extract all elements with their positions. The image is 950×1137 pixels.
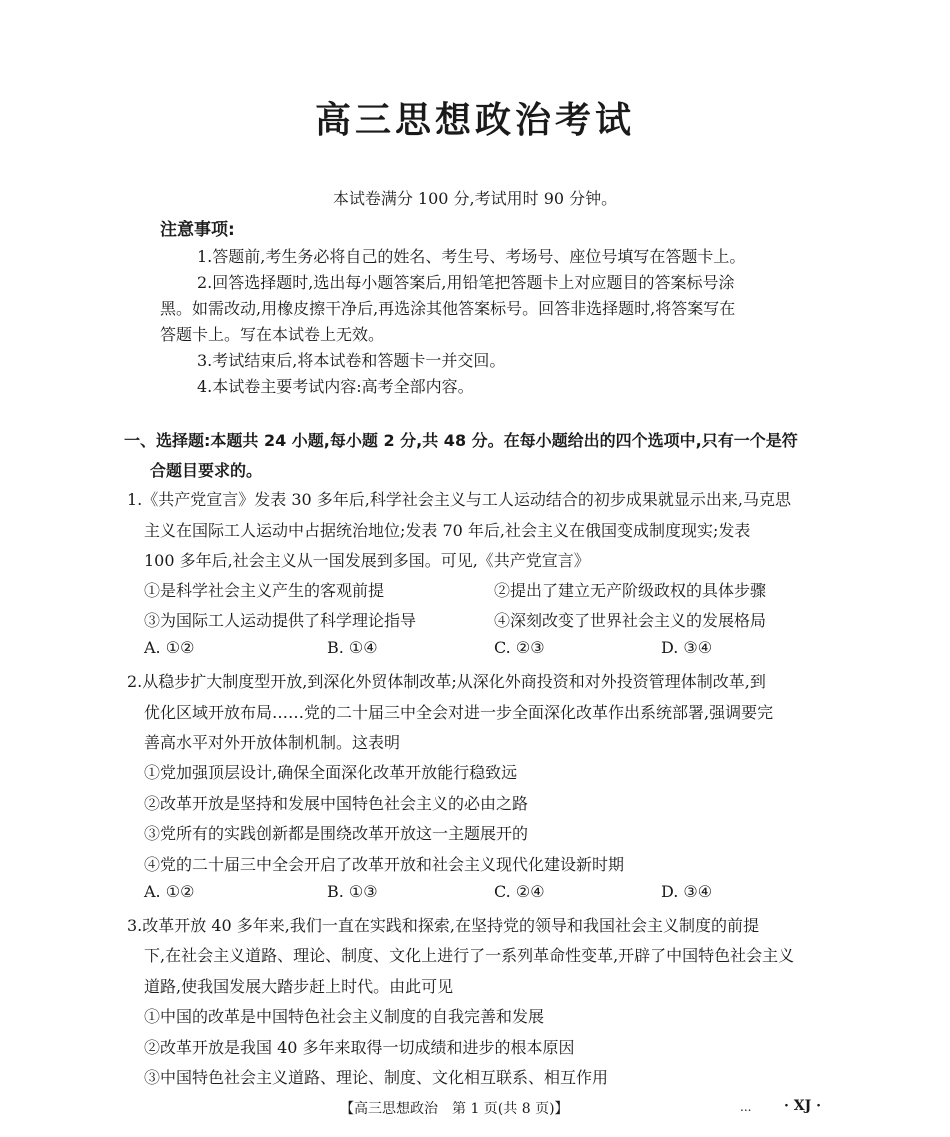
question-text: 100 多年后,社会主义从一国发展到多国。可见,《共产党宣言》 <box>144 551 590 570</box>
statement-item: ②改革开放是我国 40 多年来取得一切成绩和进步的根本原因 <box>144 1038 575 1057</box>
footer-dots: ... <box>740 1100 752 1114</box>
section-heading-cont: 合题目要求的。 <box>150 461 263 480</box>
page-footer: 【高三思想政治 第 1 页(共 8 页)】 <box>340 1101 569 1117</box>
statement-item: ①党加强顶层设计,确保全面深化改革开放能行稳致远 <box>144 763 518 782</box>
page-title: 高三思想政治考试 <box>314 100 635 141</box>
statement-item: ③中国特色社会主义道路、理论、制度、文化相互联系、相互作用 <box>144 1068 609 1087</box>
notice-line: 答题卡上。写在本试卷上无效。 <box>160 325 385 344</box>
statement-item: ④深刻改变了世界社会主义的发展格局 <box>494 611 767 630</box>
statement-item: ①是科学社会主义产生的客观前提 <box>144 581 385 600</box>
statement-item: ③党所有的实践创新都是围绕改革开放这一主题展开的 <box>144 824 529 843</box>
notice-line: 黑。如需改动,用橡皮擦干净后,再选涂其他答案标号。回答非选择题时,将答案写在 <box>160 299 736 318</box>
statement-item: ②提出了建立无产阶级政权的具体步骤 <box>494 581 767 600</box>
question-text: 1.《共产党宣言》发表 30 多年后,科学社会主义与工人运动结合的初步成果就显示出来,马克思 <box>127 490 791 509</box>
section-heading: 一、选择题:本题共 24 小题,每小题 2 分,共 48 分。在每小题给出的四个选项中,只有一个是符 <box>124 431 798 450</box>
question-text: 3.改革开放 40 多年来,我们一直在实践和探索,在坚持党的领导和我国社会主义制度的前提 <box>127 916 759 935</box>
choice-c[interactable]: C. ②④ <box>494 882 545 901</box>
choice-a[interactable]: A. ①② <box>144 638 195 657</box>
question-text: 下,在社会主义道路、理论、制度、文化上进行了一系列革命性变革,开辟了中国特色社会主义 <box>144 946 795 965</box>
footer-code: · XJ · <box>784 1098 821 1114</box>
statement-item: ②改革开放是坚持和发展中国特色社会主义的必由之路 <box>144 794 529 813</box>
question-text: 主义在国际工人运动中占据统治地位;发表 70 年后,社会主义在俄国变成制度现实;发表 <box>144 521 751 540</box>
choice-c[interactable]: C. ②③ <box>494 638 545 657</box>
question-text: 善高水平对外开放体制机制。这表明 <box>144 733 401 752</box>
choice-b[interactable]: B. ①④ <box>327 638 378 657</box>
question-text: 道路,使我国发展大踏步赶上时代。由此可见 <box>144 977 454 996</box>
notice-line: 1.答题前,考生务必将自己的姓名、考生号、考场号、座位号填写在答题卡上。 <box>197 247 746 266</box>
statement-item: ③为国际工人运动提供了科学理论指导 <box>144 611 417 630</box>
question-text: 2.从稳步扩大制度型开放,到深化外贸体制改革;从深化外商投资和对外投资管理体制改革,到 <box>127 672 766 691</box>
statement-item: ①中国的改革是中国特色社会主义制度的自我完善和发展 <box>144 1007 545 1026</box>
notice-line: 3.考试结束后,将本试卷和答题卡一并交回。 <box>197 351 506 370</box>
choice-b[interactable]: B. ①③ <box>327 882 378 901</box>
notice-heading: 注意事项: <box>160 220 235 240</box>
choice-d[interactable]: D. ③④ <box>661 882 713 901</box>
exam-info: 本试卷满分 100 分,考试用时 90 分钟。 <box>332 189 618 208</box>
choice-a[interactable]: A. ①② <box>144 882 195 901</box>
statement-item: ④党的二十届三中全会开启了改革开放和社会主义现代化建设新时期 <box>144 855 625 874</box>
notice-line: 2.回答选择题时,选出每小题答案后,用铅笔把答题卡上对应题目的答案标号涂 <box>197 273 735 292</box>
question-text: 优化区域开放布局……党的二十届三中全会对进一步全面深化改革作出系统部署,强调要完 <box>144 703 774 722</box>
choice-d[interactable]: D. ③④ <box>661 638 713 657</box>
notice-line: 4.本试卷主要考试内容:高考全部内容。 <box>197 377 474 396</box>
